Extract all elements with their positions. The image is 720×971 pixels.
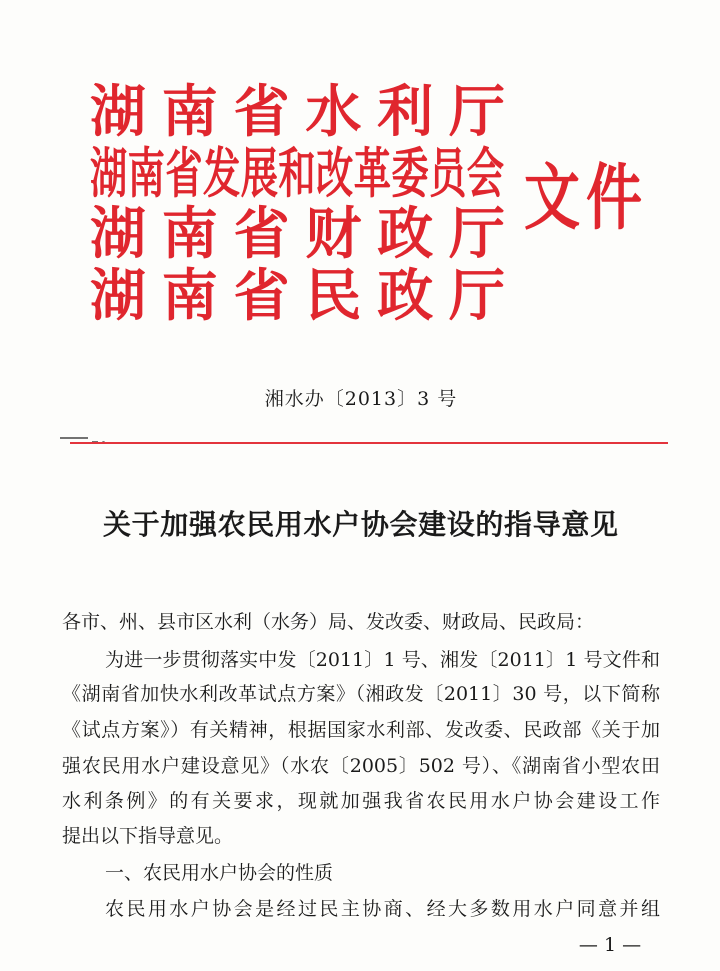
body-line: 为进一步贯彻落实中发〔2011〕1 号、湘发〔2011〕1 号文件和 <box>105 649 660 671</box>
document-title: 关于加强农民用水户协会建设的指导意见 <box>103 508 618 541</box>
issuer-finance-dept: 湖南省财政厅 <box>90 203 505 265</box>
body-line: 水利条例》的有关要求，现就加强我省农民用水户协会建设工作 <box>62 790 660 812</box>
body-line: 强农民用水户建设意见》（水农〔2005〕502 号）、《湖南省小型农田 <box>62 755 660 777</box>
body-line: 提出以下指导意见。 <box>62 825 234 847</box>
section-heading: 一、农民用水户协会的性质 <box>105 862 334 884</box>
page-number: — 1 — <box>578 934 642 956</box>
issuer-development-reform-commission: 湖南省发展和改革委员会 <box>90 142 504 204</box>
document-number: 湘水办〔2013〕3 号 <box>264 388 458 410</box>
issuer-water-resources-dept: 湖南省水利厅 <box>90 81 505 143</box>
red-separator-rule <box>70 442 668 444</box>
scan-artifact <box>60 437 88 439</box>
issuer-civil-affairs-dept: 湖南省民政厅 <box>90 265 505 327</box>
body-line: 农民用水户协会是经过民主协商、经大多数用水户同意并组 <box>105 898 660 920</box>
body-line: 《试点方案》）有关精神，根据国家水利部、发改委、民政部《关于加 <box>62 719 660 741</box>
salutation: 各市、州、县市区水利（水务）局、发改委、财政局、民政局： <box>62 611 595 633</box>
masthead-suffix: 文件 <box>524 160 642 237</box>
body-line: 《湖南省加快水利改革试点方案》（湘政发〔2011〕30 号，以下简称 <box>62 683 660 705</box>
